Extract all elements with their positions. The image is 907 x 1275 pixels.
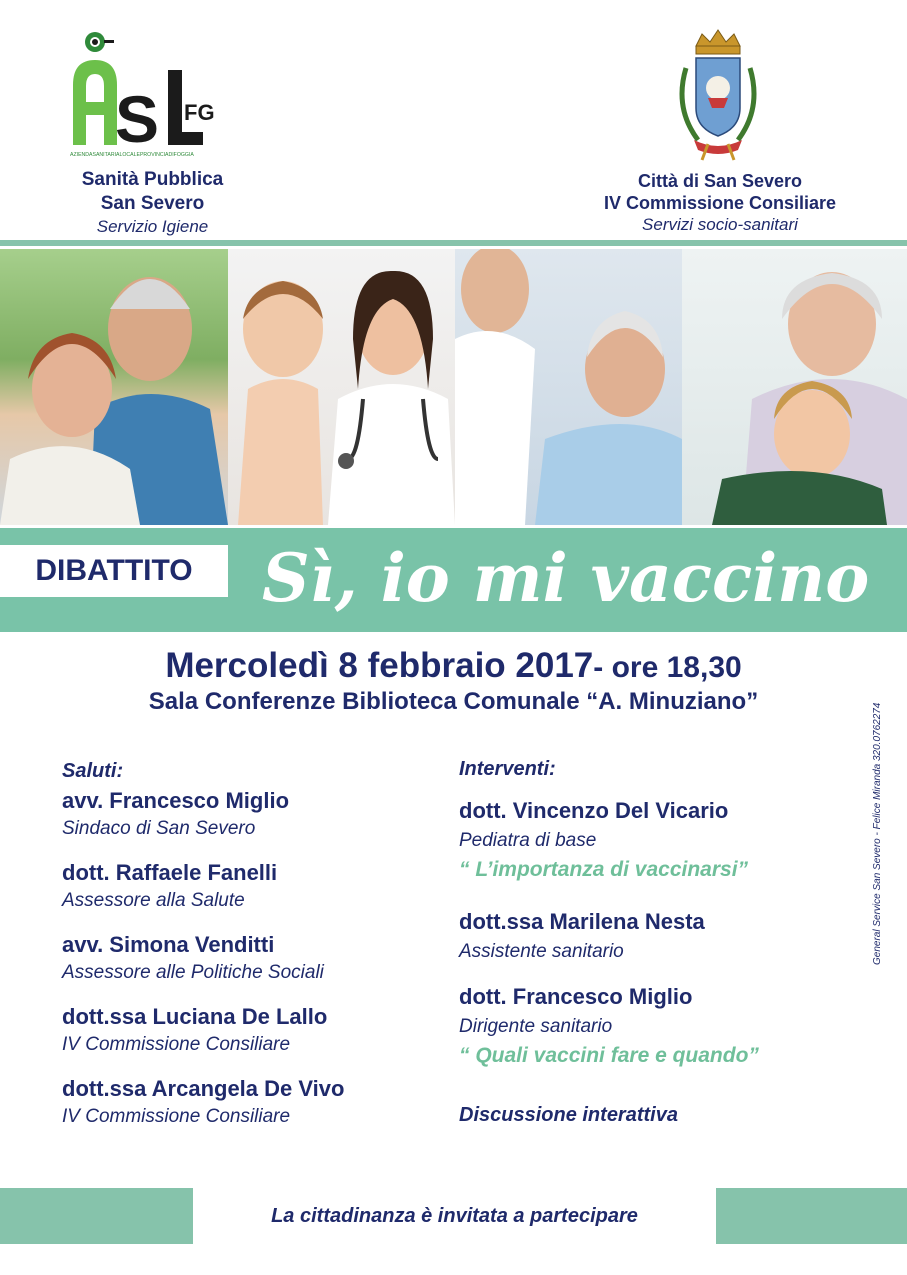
saluti-name: dott. Raffaele Fanelli: [62, 860, 278, 885]
photo-child-doctor: [228, 249, 455, 525]
photo-band: [0, 249, 907, 525]
saluti-item: [62, 788, 289, 840]
saluti-role: IV Commissione Consiliare: [62, 1034, 291, 1055]
header-right-line1: Città di San Severo: [637, 171, 803, 191]
saluti-section: [62, 760, 442, 783]
header-right-line3: Servizi socio-sanitari: [642, 215, 798, 234]
header-left: [40, 168, 265, 238]
asl-logo-graphic: [68, 30, 238, 160]
footer-bar-right: [716, 1188, 907, 1244]
interventi-name: dott.ssa Marilena Nesta: [459, 909, 705, 934]
interventi-name: dott. Francesco Miglio: [459, 984, 693, 1009]
interventi-closing: [459, 1104, 678, 1127]
saluti-role: Assessore alle Politiche Sociali: [62, 962, 324, 983]
photo-doctor-elderly-man: [455, 249, 682, 525]
saluti-heading: Saluti:: [62, 760, 124, 782]
event-date: Mercoledì 8 febbraio 2017: [165, 646, 594, 685]
photo-elderly-couple: [0, 249, 228, 525]
interventi-role: Assistente sanitario: [459, 941, 624, 962]
interventi-talk-title: “ L’importanza di vaccinarsi”: [459, 858, 749, 881]
saluti-name: avv. Francesco Miglio: [62, 788, 290, 813]
header-right-line2: IV Commissione Consiliare: [603, 193, 837, 213]
saluti-item: [62, 1004, 327, 1056]
saluti-name: dott.ssa Arcangela De Vivo: [62, 1076, 345, 1101]
interventi-role: Dirigente sanitario: [459, 1016, 613, 1037]
saluti-name: dott.ssa Luciana De Lallo: [62, 1004, 328, 1029]
interventi-item: [459, 798, 748, 882]
svg-text:S: S: [115, 82, 160, 156]
closing-label: Discussione interattiva: [459, 1104, 678, 1126]
interventi-item: [459, 909, 705, 963]
printer-credit: [872, 702, 894, 965]
event-title: Sì, io mi vaccino: [262, 539, 870, 617]
saluti-item: [62, 932, 324, 984]
svg-text:FG: FG: [184, 100, 215, 125]
header-left-line3: Servizio Igiene: [96, 217, 209, 236]
asl-logo: [68, 30, 238, 160]
event-datetime: [0, 646, 907, 686]
event-time: - ore 18,30: [593, 651, 742, 684]
interventi-heading: Interventi:: [459, 758, 556, 780]
saluti-role: IV Commissione Consiliare: [62, 1106, 291, 1127]
footer-bar-left: [0, 1188, 193, 1244]
event-venue: Sala Conferenze Biblioteca Comunale “A. Minuziano”: [148, 688, 759, 715]
saluti-name: avv. Simona Venditti: [62, 932, 275, 957]
saluti-item: [62, 1076, 344, 1128]
saluti-role: Assessore alla Salute: [62, 890, 245, 911]
interventi-section: [459, 758, 556, 781]
header-divider: [0, 240, 907, 246]
photo-grandmother-child: [682, 249, 907, 525]
asl-logo-tagline: AZIENDASANITARIALOCALEPROVINCIADIFOGGIA: [70, 152, 194, 158]
header-right: [580, 170, 860, 236]
interventi-talk-title: “ Quali vaccini fare e quando”: [459, 1044, 759, 1067]
interventi-name: dott. Vincenzo Del Vicario: [459, 798, 729, 823]
city-crest-icon: [668, 28, 768, 163]
saluti-role: Sindaco di San Severo: [62, 818, 256, 839]
footer-invite: La cittadinanza è invitata a partecipare: [271, 1205, 638, 1227]
saluti-item: [62, 860, 277, 912]
interventi-item: [459, 984, 759, 1068]
interventi-role: Pediatra di base: [459, 830, 597, 851]
header-left-line2: San Severo: [100, 193, 205, 214]
event-label: DIBATTITO: [0, 545, 228, 597]
header-left-line1: Sanità Pubblica: [81, 169, 224, 190]
printer-credit-text: General Service San Severo - Felice Miranda 320.0762274: [872, 702, 883, 965]
